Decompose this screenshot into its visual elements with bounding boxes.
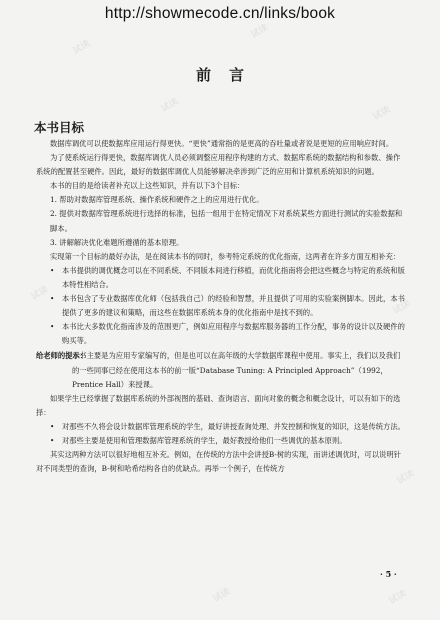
- bullet-text: 对那些主要是使用和管理数据库管理系统的学生，最好教授给他们一些调优的基本原则。: [62, 435, 347, 445]
- bullet-icon: •: [50, 435, 55, 445]
- bullet-icon: •: [50, 294, 55, 304]
- watermark: 试读: [211, 586, 233, 605]
- paragraph: 实现第一个目标的最好办法，是在阅读本书的同时，参考特定系统的优化指南，这两者在许多方面互相补充：: [50, 251, 401, 261]
- paragraph: 为了使系统运行得更快，数据库调优人员必须调整应用程序构建的方式、数据库系统的数据结构和参数、操作系统的配置甚至硬件。因此，最好的数据库调优人员能够解决牵涉到广泛的应用和计算机系统知识的问题。: [36, 153, 401, 177]
- goal-item: 3. 讲解解决优化难题所遵循的基本原理。: [50, 237, 184, 247]
- bullet-icon: •: [50, 322, 55, 332]
- watermark: 试读: [387, 588, 409, 607]
- watermark: 试读: [249, 22, 271, 41]
- goal-item: 2. 提供对数据库管理系统进行选择的标准，包括一组用于在特定情况下对系统某些方面进行测试的实验数据和脚本。: [50, 209, 403, 233]
- header-url: http://showmecode.cn/links/book: [104, 5, 336, 22]
- watermark: 试读: [395, 468, 417, 487]
- bullet-item: [36, 292, 406, 320]
- watermark: 试读: [391, 298, 413, 317]
- bullet-text: 本书提供的调优概念可以在不同系统、不同版本间进行移植，而优化指南将会把这些概念与特定的系统和版本特性相结合。: [62, 265, 405, 289]
- bullet-item: [36, 320, 406, 348]
- paragraph: 如果学生已经掌握了数据库系统的外部视图的基础、查询语言、面向对象的概念和概念设计，可以有如下的选择：: [36, 393, 401, 417]
- page-title: 前言: [195, 66, 262, 84]
- section-heading: 本书目标: [34, 120, 85, 135]
- teacher-note-text: 本书主要是为应用专家编写的，但是也可以在高年级的大学数据库课程中使用。事实上，我们以及我们的一些同事已经在使用这本书的前一版“Database Tuning: A Principled Approach”（1992，Prentice Hall）来授课。: [72, 351, 401, 389]
- bullet-text: 本书比大多数优化指南涉及的范围更广，例如应用程序与数据库服务器的工作分配，事务的设计以及硬件的购买等。: [62, 322, 405, 346]
- paragraph: 其实这两种方法可以很好地相互补充。例如，在传统的方法中会讲授B-树的实现，而讲述调优时，可以说明针对不同类型的查询，B-树和哈希结构各自的优缺点。再举一个例子，在传统方: [36, 450, 401, 474]
- body-text: [36, 137, 406, 476]
- watermark: 试读: [371, 104, 393, 123]
- watermark: 试读: [159, 96, 181, 115]
- teacher-note: [36, 349, 406, 391]
- bullet-text: 本书包含了专业数据库优化师（包括我自己）的经验和智慧，并且提供了可用的实验案例脚本。因此，本书提供了更多的建议和策略，而这些在数据库系统本身的优化指南中是找不到的。: [62, 294, 405, 318]
- paragraph: 数据库调优可以使数据库应用运行得更快。“更快”通常指的是更高的吞吐量或者说是更短的应用响应时间。: [50, 139, 394, 148]
- bullet-item: [36, 434, 406, 448]
- bullet-item: [36, 420, 406, 434]
- bullet-item: [36, 264, 406, 292]
- bullet-icon: •: [50, 421, 55, 431]
- watermark: 试读: [29, 284, 51, 303]
- teacher-note-label: 给老师的提示：: [36, 351, 88, 361]
- bullet-text: 对那些不久将会设计数据库管理系统的学生，最好讲授查询处理、并发控制和恢复的知识，这是传统方法。: [62, 421, 405, 431]
- watermark: 试读: [71, 38, 93, 57]
- paragraph: 本书的目的是给读者补充以上这些知识，并有以下3个目标：: [50, 181, 245, 191]
- page-number: · 5 ·: [380, 569, 397, 579]
- goal-item: 1. 帮助对数据库管理系统、操作系统和硬件之上的应用进行优化。: [50, 195, 264, 205]
- bullet-icon: •: [50, 265, 55, 275]
